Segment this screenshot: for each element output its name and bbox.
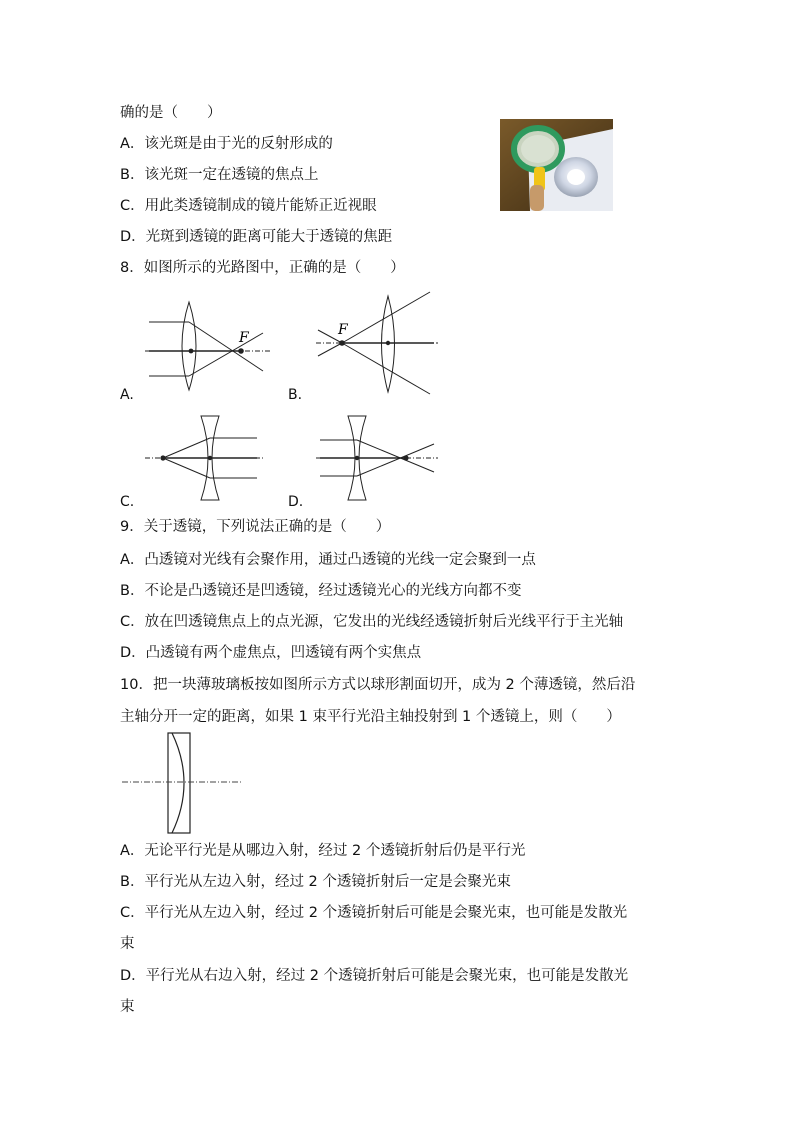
q10-stem-line2: 主轴分开一定的距离，如果 1 束平行光沿主轴投射到 1 个透镜上，则（ ） <box>120 709 621 725</box>
glass-plate-figure <box>120 731 244 839</box>
q8-stem: 8．如图所示的光路图中，正确的是（ ） <box>120 260 405 276</box>
focus-label-a: F <box>239 330 249 346</box>
q10-option-b: B．平行光从左边入射，经过 2 个透镜折射后一定是会聚光束 <box>120 874 511 890</box>
q9-stem: 9．关于透镜，下列说法正确的是（ ） <box>120 519 391 535</box>
q9-option-b: B．不论是凸透镜还是凹透镜，经过透镜光心的光线方向都不变 <box>120 583 522 599</box>
q9-option-d: D．凸透镜有两个虚焦点，凹透镜有两个实焦点 <box>120 645 422 661</box>
q10-option-d: D．平行光从右边入射，经过 2 个透镜折射后可能是会聚光束，也可能是发散光 <box>120 968 629 984</box>
figure-d-concave <box>316 412 438 508</box>
figure-d-label: D. <box>288 494 304 510</box>
q7-option-a: A．该光斑是由于光的反射形成的 <box>120 136 333 152</box>
q10-option-a: A．无论平行光是从哪边入射，经过 2 个透镜折射后仍是平行光 <box>120 843 526 859</box>
q9-option-c: C．放在凹透镜焦点上的点光源，它发出的光线经透镜折射后光线平行于主光轴 <box>120 614 624 630</box>
figure-a-convex-converging <box>145 300 270 396</box>
q7-option-c: C．用此类透镜制成的镜片能矫正近视眼 <box>120 198 377 214</box>
q10-stem-line1: 10．把一块薄玻璃板按如图所示方式以球形割面切开，成为 2 个薄透镜，然后沿 <box>120 677 636 693</box>
figure-a-label: A. <box>120 387 134 403</box>
q10-option-d-cont: 束 <box>120 999 135 1015</box>
q9-option-a: A．凸透镜对光线有会聚作用，通过凸透镜的光线一定会聚到一点 <box>120 552 536 568</box>
q7-option-d: D．光斑到透镜的距离可能大于透镜的焦距 <box>120 229 393 245</box>
figure-c-concave <box>145 412 263 508</box>
q10-option-c-cont: 束 <box>120 936 135 952</box>
figure-c-label: C. <box>120 494 135 510</box>
focus-label-b: F <box>338 322 348 338</box>
figure-b-convex-from-focus <box>312 290 440 402</box>
figure-b-label: B. <box>288 387 303 403</box>
magnifier-photo <box>500 119 613 211</box>
q7-option-b: B．该光斑一定在透镜的焦点上 <box>120 167 319 183</box>
q10-option-c: C．平行光从左边入射，经过 2 个透镜折射后可能是会聚光束，也可能是发散光 <box>120 905 628 921</box>
q7-stem-tail: 确的是（ ） <box>120 105 222 121</box>
